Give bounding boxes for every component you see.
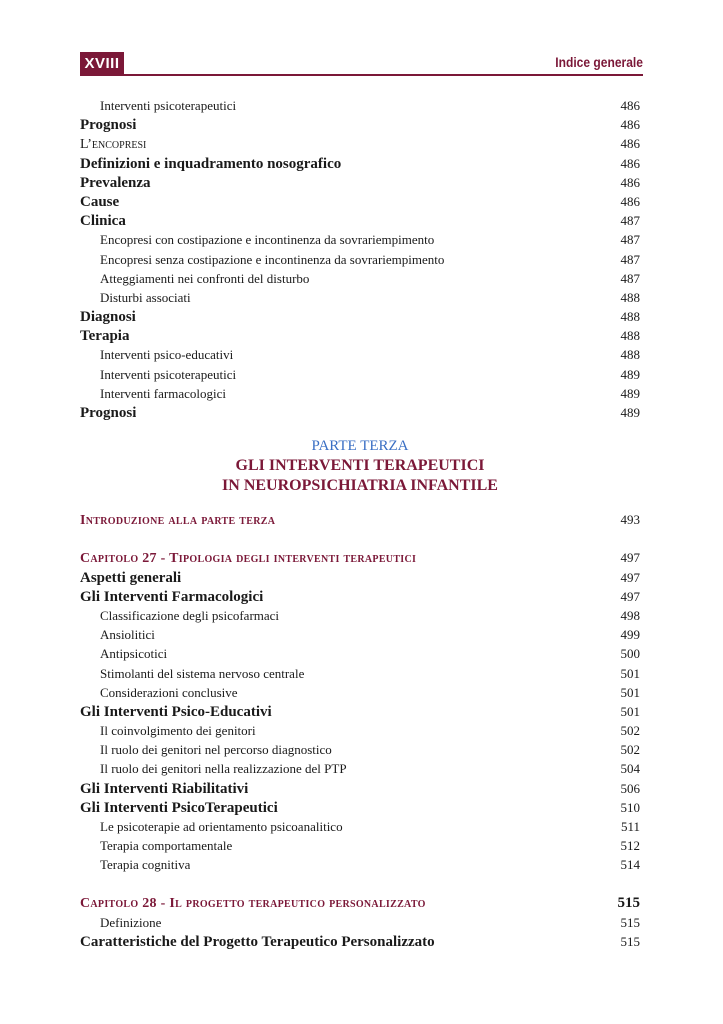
toc-section-chapter-28 [80,913,640,951]
toc-entry-title: Diagnosi [80,309,136,326]
toc-entry-page: 501 [620,703,640,719]
toc-entry[interactable] [80,798,640,817]
toc-entry[interactable] [80,683,640,702]
toc-entry-page: 502 [620,742,640,758]
toc-entry-title: Capitolo 27 - Tipologia degli interventi terapeutici [80,551,417,567]
toc-entry-page: 486 [620,136,640,152]
toc-entry-page: 487 [620,232,640,248]
toc-entry-page: 512 [620,838,640,854]
toc-entry-title: Interventi psico-educativi [100,347,234,363]
toc-entry-page: 489 [620,405,640,420]
toc-entry-page: 487 [620,213,640,229]
toc-entry-page: 500 [620,646,640,662]
toc-entry-title: Gli Interventi Psico-Educativi [80,703,272,720]
toc-entry-title: Capitolo 28 - Il progetto terapeutico personalizzato [80,895,426,911]
toc-entry-page: 488 [620,289,640,305]
toc-entry-introduction[interactable] [80,510,640,529]
toc-entry-page: 497 [620,569,640,585]
toc-entry-title: Gli Interventi Farmacologici [80,588,264,605]
toc-entry-title: Prognosi [80,405,137,421]
toc-entry-title: Definizioni e inquadramento nosografico [80,155,342,172]
toc-entry-title: Aspetti generali [80,569,182,586]
toc-entry-title: Il ruolo dei genitori nel percorso diagnostico [100,742,332,758]
toc-entry-page: 506 [620,780,640,796]
toc-entry-page: 486 [620,98,640,113]
toc-entry[interactable] [80,288,640,307]
part-heading [80,436,640,496]
spacer [80,875,640,894]
toc-entry[interactable] [80,587,640,606]
toc-entry[interactable] [80,625,640,644]
toc-entry[interactable] [80,644,640,663]
toc-entry-title: Antipsicotici [100,646,168,662]
page-header [80,48,643,78]
toc-entry-title: Atteggiamenti nei confronti del disturbo [100,270,310,286]
toc-entry-page: 488 [620,347,640,363]
toc-entry[interactable] [80,403,640,422]
toc-entry-page: 487 [620,251,640,267]
toc-entry-title: Prognosi [80,117,137,134]
part-label: PARTE TERZA [311,438,409,455]
toc-entry-title: Clinica [80,213,126,230]
toc-entry-title: Terapia comportamentale [100,838,233,854]
toc-entry-title: Interventi farmacologici [100,385,226,401]
toc-entry-title: Gli Interventi Riabilitativi [80,780,249,797]
toc-entry-chapter-28[interactable] [80,894,640,913]
toc-entry[interactable] [80,326,640,345]
toc-entry-page: 502 [620,723,640,739]
toc-entry-page: 498 [620,607,640,623]
toc-entry[interactable] [80,817,640,836]
toc-entry-title: Classificazione degli psicofarmaci [100,607,280,623]
toc-entry[interactable] [80,702,640,721]
toc-entry-title: Gli Interventi PsicoTerapeutici [80,799,278,816]
toc-entry-title: Terapia [80,328,130,345]
toc-entry-page: 510 [620,799,640,815]
toc-entry-title: Interventi psicoterapeutici [100,98,237,113]
toc-entry[interactable] [80,134,640,153]
toc-entry-title: Terapia cognitiva [100,857,191,873]
toc-entry[interactable] [80,307,640,326]
toc-entry-page: 486 [620,174,640,190]
toc-entry[interactable] [80,384,640,403]
toc-entry[interactable] [80,664,640,683]
toc-entry-title: Il coinvolgimento dei genitori [100,723,256,739]
toc-entry-page: 514 [620,857,640,873]
toc-entry-title: Prevalenza [80,174,151,191]
toc-entry-page: 499 [620,627,640,643]
toc-entry-page: 493 [620,512,640,528]
toc-entry-title: Cause [80,193,120,210]
toc-entry-page: 511 [620,819,640,834]
page-number: XVIII [80,52,124,76]
spacer [80,529,640,548]
toc-entry[interactable] [80,721,640,740]
toc-entry[interactable] [80,173,640,192]
toc-entry-title: Definizione [100,914,162,930]
toc-entry-title: Caratteristiche del Progetto Terapeutico Personalizzato [80,933,435,950]
toc-entry-page: 486 [620,155,640,171]
toc-entry[interactable] [80,96,640,115]
toc-entry-title: Introduzione alla parte terza [80,513,276,529]
toc-entry[interactable] [80,606,640,625]
toc-entry[interactable] [80,230,640,249]
toc-entry[interactable] [80,779,640,798]
toc-entry-page: 486 [620,193,640,209]
toc-entry[interactable] [80,740,640,759]
toc-entry-title: Encopresi senza costipazione e incontinenza da sovrariempimento [100,251,445,267]
toc-entry[interactable] [80,855,640,874]
toc-entry-title: Disturbi associati [100,289,191,305]
toc-entry[interactable] [80,154,640,173]
toc-section-chapter-27 [80,568,640,875]
toc-entry[interactable] [80,192,640,211]
toc-entry-chapter-27[interactable] [80,548,640,567]
toc-entry-title: Considerazioni conclusive [100,684,238,700]
toc-entry-page: 501 [620,684,640,700]
toc-entry-page: 515 [620,933,640,949]
toc-section-encopresi [80,96,640,422]
toc-entry[interactable] [80,250,640,269]
toc-entry-title: Il ruolo dei genitori nella realizzazione del PTP [100,761,347,777]
toc-entry-page: 497 [620,550,640,566]
table-of-contents [80,96,640,951]
running-title: Indice generale [555,54,643,70]
toc-entry-page: 504 [620,761,640,777]
toc-entry[interactable] [80,913,640,932]
toc-entry-title: Stimolanti del sistema nervoso centrale [100,665,305,681]
toc-entry-page: 515 [617,894,640,911]
toc-entry[interactable] [80,365,640,384]
toc-entry-page: 501 [620,665,640,681]
toc-entry-page: 489 [620,385,640,401]
toc-entry-page: 515 [620,914,640,930]
toc-entry-page: 488 [620,328,640,344]
toc-entry-page: 497 [620,588,640,604]
toc-entry-page: 489 [620,366,640,382]
toc-entry-title: Le psicoterapie ad orientamento psicoanalitico [100,819,343,834]
part-title-line2: IN NEUROPSICHIATRIA INFANTILE [222,477,498,495]
toc-entry[interactable] [80,269,640,288]
toc-entry-title: Interventi psicoterapeutici [100,366,237,382]
toc-entry-page: 486 [620,117,640,133]
toc-entry-title: Ansiolitici [100,627,155,643]
toc-entry[interactable] [80,211,640,230]
toc-entry[interactable] [80,568,640,587]
toc-entry-title: Encopresi con costipazione e incontinenza da sovrariempimento [100,232,435,248]
toc-entry[interactable] [80,759,640,778]
toc-entry-page: 487 [620,270,640,286]
toc-entry[interactable] [80,932,640,951]
header-rule [124,74,643,76]
toc-entry[interactable] [80,345,640,364]
toc-entry-page: 488 [620,309,640,325]
part-title-line1: GLI INTERVENTI TERAPEUTICI [235,457,485,475]
toc-entry[interactable] [80,115,640,134]
toc-entry[interactable] [80,836,640,855]
toc-entry-title: L’encopresi [80,137,147,153]
